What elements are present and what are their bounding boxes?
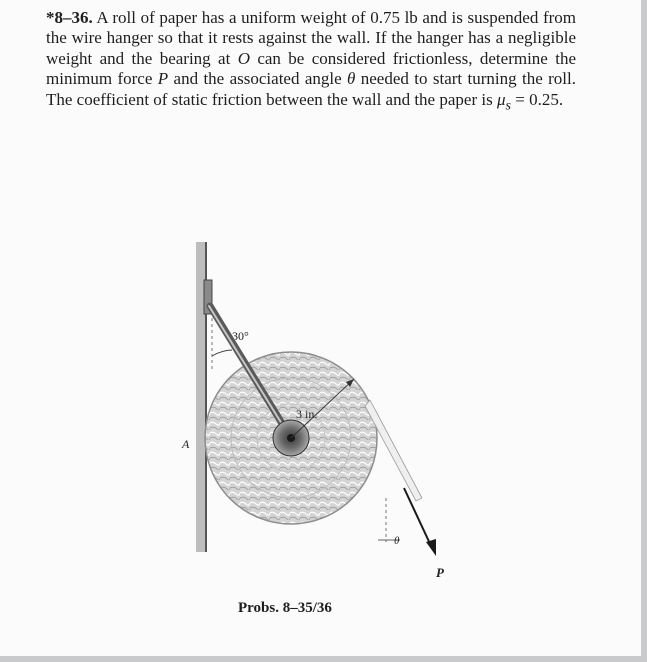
point-o-symbol: O (237, 48, 250, 68)
problem-text-4: needed to start turning the roll. The coefficient of static friction between the wall and the paper is (46, 69, 576, 109)
problem-statement (46, 8, 576, 115)
problem-text-1: A roll of paper has a uniform weight of 0.75 lb and is suspended from the wire hanger so that it rests against the wall. If the hanger has a negligible weight and the bearing at (46, 8, 576, 68)
theta-label: θ (394, 535, 400, 547)
paper-roll-figure (160, 230, 460, 590)
force-p-arrowhead (426, 539, 436, 556)
angle-label: 30° (232, 329, 249, 343)
problem-number: *8–36. (46, 8, 93, 27)
problem-text-3: and the associated angle (168, 69, 348, 89)
angle-arc (212, 350, 232, 356)
figure-caption: Probs. 8–35/36 (238, 600, 332, 616)
point-a-label: A (182, 437, 190, 451)
mu-subscript: s (505, 97, 512, 114)
problem-text-2: can be considered frictionless, determine the minimum force (46, 48, 576, 89)
problem-text-5: = 0.25. (511, 89, 564, 109)
radius-label: 3 in. (296, 407, 318, 421)
mu-symbol: μ (496, 89, 506, 109)
force-p-symbol: P (157, 69, 169, 89)
theta-symbol: θ (347, 69, 356, 89)
force-p-label: P (436, 565, 444, 580)
